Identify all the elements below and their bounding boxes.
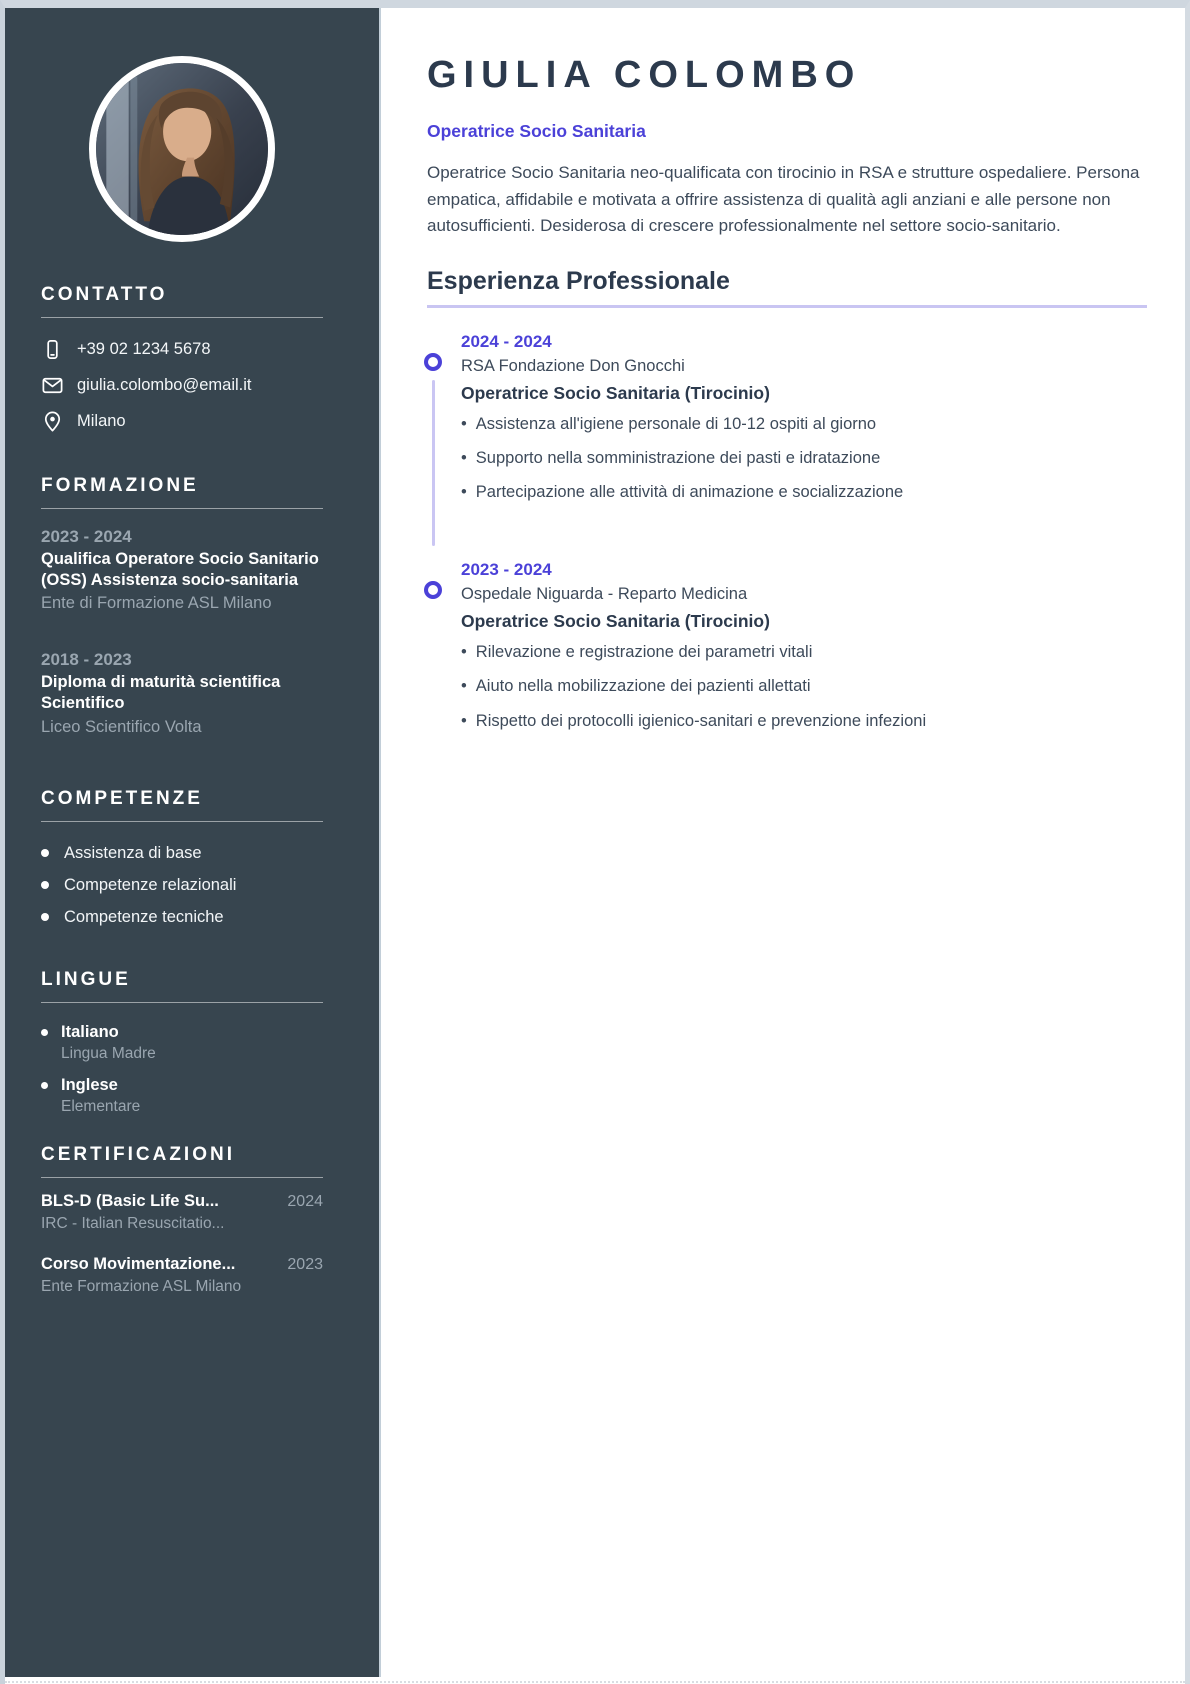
experience-role: Operatrice Socio Sanitaria (Tirocinio) xyxy=(461,610,770,631)
language-name: Inglese xyxy=(61,1075,118,1094)
certification-row xyxy=(41,1255,323,1274)
bullet-glyph: • xyxy=(461,642,467,661)
timeline-circle-icon xyxy=(424,353,442,371)
contact-row-phone xyxy=(41,338,323,361)
experience-bullet xyxy=(461,676,1147,697)
bullet-text: Partecipazione alle attività di animazione e socializzazione xyxy=(475,483,904,502)
phone-value: +39 02 1234 5678 xyxy=(77,340,211,358)
bullet-dot xyxy=(41,1029,48,1036)
language-name: Italiano xyxy=(61,1022,119,1041)
experience-timeline xyxy=(427,332,1147,733)
bullet-dot xyxy=(41,913,49,921)
languages-section xyxy=(41,969,323,1116)
bullet-text: Aiuto nella mobilizzazione dei pazienti allettati xyxy=(475,677,811,696)
bullet-glyph: • xyxy=(461,483,467,502)
skills-heading: COMPETENZE xyxy=(41,787,203,809)
education-dates: 2018 - 2023 xyxy=(41,650,132,670)
candidate-name: GIULIA COLOMBO xyxy=(427,54,862,96)
timeline-circle-icon xyxy=(424,581,442,599)
education-institution: Ente di Formazione ASL Milano xyxy=(41,594,272,613)
sidebar xyxy=(5,8,381,1677)
language-item xyxy=(41,1023,323,1063)
language-level: Elementare xyxy=(61,1097,141,1115)
education-institution: Liceo Scientifico Volta xyxy=(41,717,202,736)
experience-bullet xyxy=(461,448,1147,469)
education-heading: FORMAZIONE xyxy=(41,475,199,496)
experience-entry xyxy=(427,332,1147,504)
job-title: Operatrice Socio Sanitaria xyxy=(427,121,646,141)
education-title: Qualifica Operatore Socio Sanitario (OSS) Assistenza socio-sanitaria xyxy=(41,550,319,590)
mail-icon xyxy=(41,374,64,397)
location-value: Milano xyxy=(77,412,126,430)
experience-bullet-list xyxy=(461,414,1147,504)
certification-row xyxy=(41,1192,323,1211)
languages-heading: LINGUE xyxy=(41,968,131,990)
certification-name: Corso Movimentazione... xyxy=(41,1254,236,1273)
skills-section xyxy=(41,788,323,927)
contact-heading: CONTATTO xyxy=(41,284,168,305)
experience-entry xyxy=(427,560,1147,732)
experience-bullet xyxy=(461,414,1147,435)
experience-bullet xyxy=(461,711,1147,732)
languages-list xyxy=(41,1023,323,1116)
main-content xyxy=(381,8,1185,1677)
avatar xyxy=(89,56,275,242)
bullet-text: Rilevazione e registrazione dei parametri vitali xyxy=(475,642,813,661)
education-item xyxy=(41,650,323,737)
experience-bullet xyxy=(461,482,1147,503)
profile-photo xyxy=(96,63,268,235)
certification-issuer: Ente Formazione ASL Milano xyxy=(41,1277,242,1295)
experience-company: RSA Fondazione Don Gnocchi xyxy=(461,356,685,375)
contact-list xyxy=(41,338,323,433)
experience-bullet-list xyxy=(461,642,1147,732)
bullet-text: Supporto nella somministrazione dei pasti e idratazione xyxy=(475,448,881,467)
divider xyxy=(41,508,323,509)
summary-paragraph: Operatrice Socio Sanitaria neo-qualificata con tirocinio in RSA e strutture ospedaliere. Persona empatica, affidabile e motivata a offrire assistenza di qualità agli anziani e alle persone non autosufficienti. Desiderosa di crescere professionalmente nel settore socio-sanitario. xyxy=(427,163,1140,236)
timeline-connector xyxy=(432,380,435,546)
page-layout xyxy=(5,8,1185,1677)
experience-company: Ospedale Niguarda - Reparto Medicina xyxy=(461,584,748,603)
language-item xyxy=(41,1076,323,1116)
certifications-section xyxy=(41,1144,323,1296)
skills-list xyxy=(41,844,323,927)
divider xyxy=(41,1002,323,1003)
bullet-glyph: • xyxy=(461,677,467,696)
certification-year: 2024 xyxy=(287,1192,323,1210)
skill-item xyxy=(41,844,323,863)
contact-section xyxy=(41,284,323,433)
location-icon xyxy=(41,410,64,433)
skill-label: Competenze relazionali xyxy=(64,875,237,894)
experience-heading: Esperienza Professionale xyxy=(427,266,730,295)
experience-dates: 2024 - 2024 xyxy=(461,331,552,351)
phone-icon xyxy=(41,338,64,361)
contact-row-location xyxy=(41,410,323,433)
divider xyxy=(41,1177,323,1178)
certification-issuer: IRC - Italian Resuscitatio... xyxy=(41,1214,225,1232)
experience-role: Operatrice Socio Sanitaria (Tirocinio) xyxy=(461,382,770,403)
bullet-glyph: • xyxy=(461,711,467,730)
skill-item xyxy=(41,908,323,927)
bullet-text: Rispetto dei protocolli igienico-sanitari e prevenzione infezioni xyxy=(475,711,927,730)
education-title: Diploma di maturità scientifica Scientifico xyxy=(41,673,281,713)
certification-year: 2023 xyxy=(287,1255,323,1273)
certification-item xyxy=(41,1192,323,1233)
bullet-dot xyxy=(41,1082,48,1089)
education-item xyxy=(41,527,323,614)
divider xyxy=(41,821,323,822)
experience-dates: 2023 - 2024 xyxy=(461,559,552,579)
education-section xyxy=(41,475,323,738)
certification-item xyxy=(41,1255,323,1296)
skill-label: Competenze tecniche xyxy=(64,907,224,926)
language-level: Lingua Madre xyxy=(61,1044,156,1062)
contact-row-email xyxy=(41,374,323,397)
certification-name: BLS-D (Basic Life Su... xyxy=(41,1191,219,1210)
skill-label: Assistenza di base xyxy=(64,843,202,862)
bullet-dot xyxy=(41,849,49,857)
divider xyxy=(41,317,323,318)
language-name-row xyxy=(41,1076,323,1095)
education-dates: 2023 - 2024 xyxy=(41,527,132,546)
skill-item xyxy=(41,876,323,895)
bullet-glyph: • xyxy=(461,448,467,467)
experience-heading-underline xyxy=(427,305,1147,308)
language-name-row xyxy=(41,1023,323,1042)
certifications-heading: CERTIFICAZIONI xyxy=(41,1143,235,1165)
bullet-glyph: • xyxy=(461,414,467,433)
experience-bullet xyxy=(461,642,1147,663)
email-value: giulia.colombo@email.it xyxy=(77,376,252,394)
bullet-dot xyxy=(41,881,49,889)
bullet-text: Assistenza all'igiene personale di 10-12 ospiti al giorno xyxy=(475,414,877,433)
